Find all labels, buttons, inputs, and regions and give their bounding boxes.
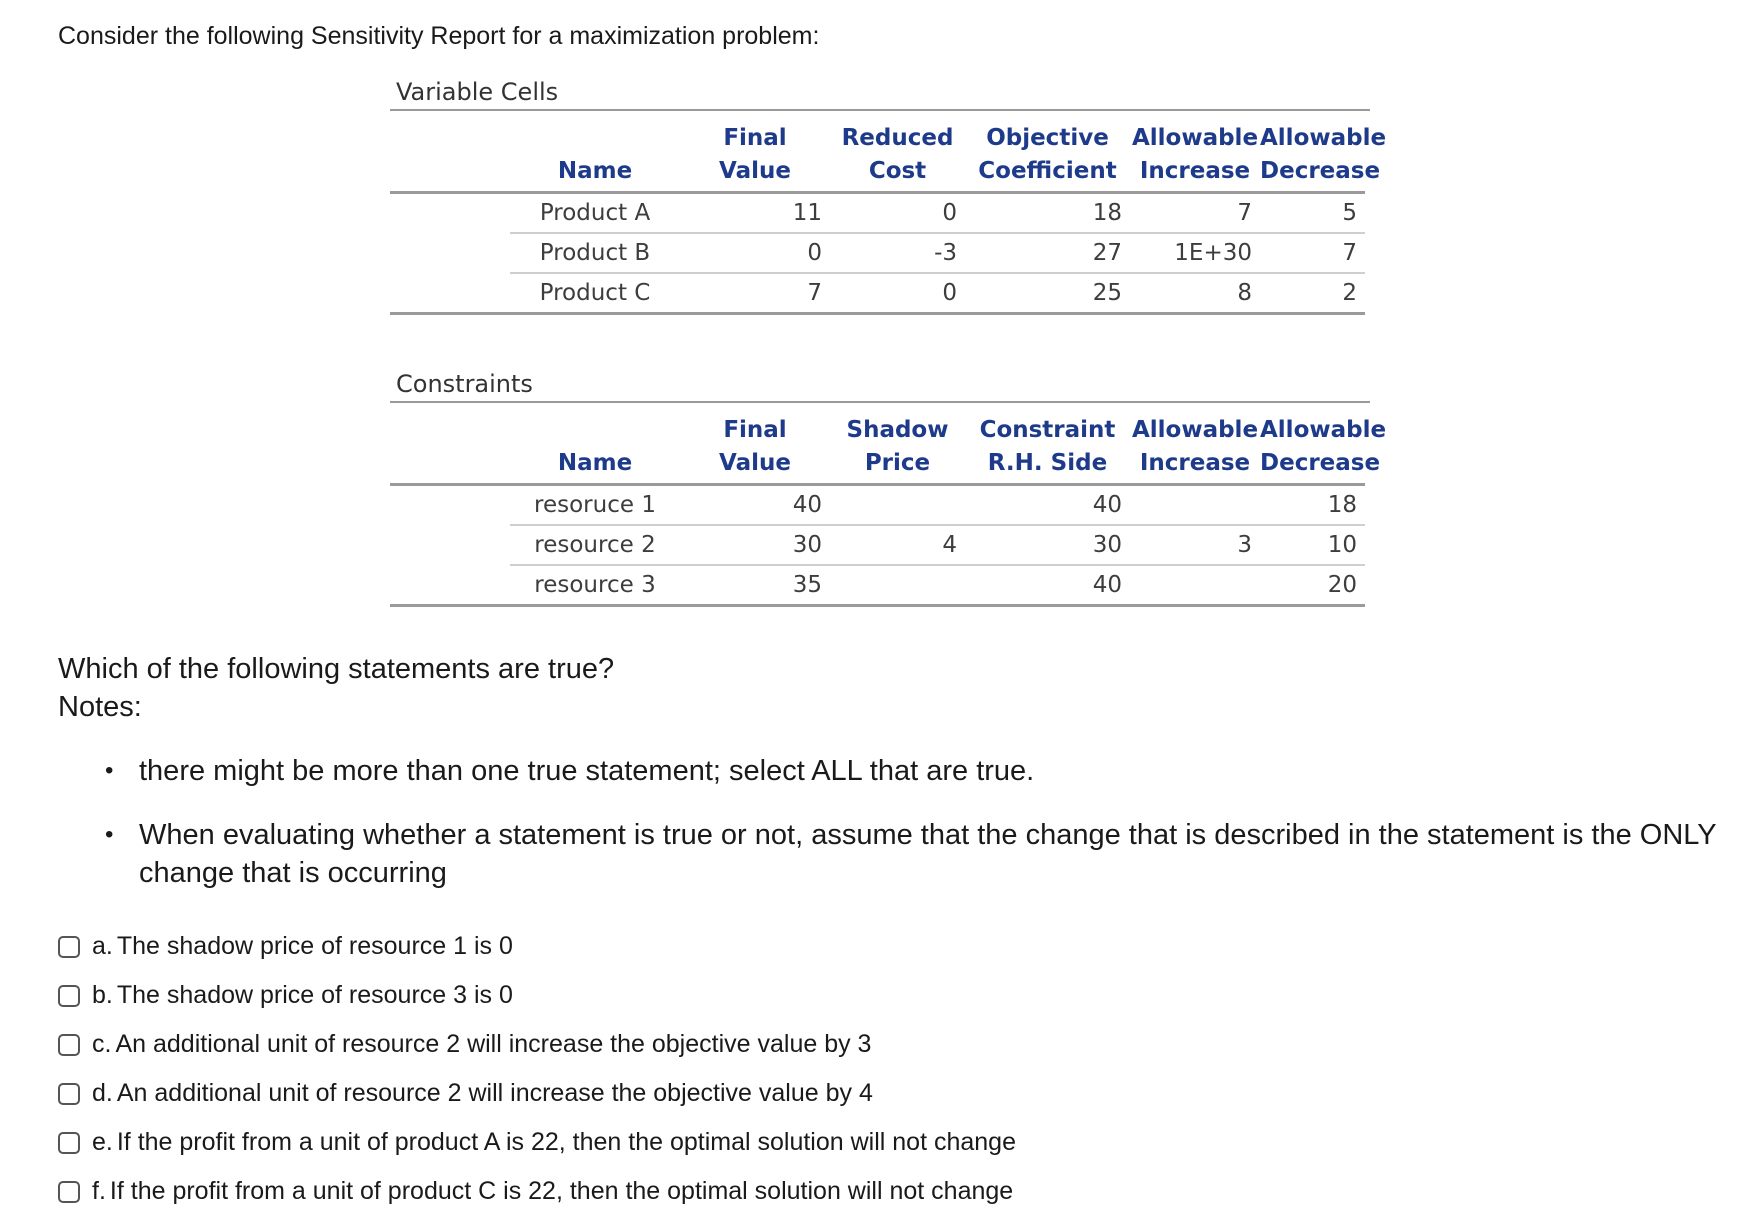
cell-final-value: 35	[680, 565, 830, 606]
bullet-icon: •	[105, 821, 114, 848]
header-constraint: Constraint	[979, 417, 1116, 443]
variable-cells-section	[390, 75, 1387, 315]
header-allowable-dec: Allowable	[1260, 417, 1387, 443]
note-text: When evaluating whether a statement is true or not, assume that the change that is described in the statement is the ONLY change that is occurring	[139, 819, 1717, 889]
option-e[interactable]	[58, 1118, 1016, 1167]
constraints-table	[390, 403, 1387, 607]
header-value: Value	[680, 443, 830, 485]
option-text: An additional unit of resource 2 will increase the objective value by 4	[116, 1079, 873, 1107]
cell-reduced-cost: 0	[830, 273, 965, 314]
option-text: If the profit from a unit of product C is 22, then the optimal solution will not change	[109, 1177, 1014, 1205]
blank-cell	[390, 565, 510, 606]
option-letter: e.	[92, 1128, 113, 1156]
cell-shadow-price	[830, 485, 965, 526]
cell-name: Product C	[510, 273, 680, 314]
table-row	[390, 525, 1365, 565]
header-shadow: Shadow	[846, 417, 949, 443]
cell-rhs: 40	[965, 485, 1130, 526]
cell-objective-coefficient: 25	[965, 273, 1130, 314]
header-value: Value	[680, 151, 830, 193]
header-decrease: Decrease	[1260, 443, 1365, 485]
cell-name: resource 2	[510, 525, 680, 565]
header-name: Name	[510, 151, 680, 193]
cell-allowable-increase: 7	[1130, 193, 1260, 234]
header-allowable-inc: Allowable	[1131, 125, 1259, 151]
blank-name-header	[510, 111, 680, 151]
cell-objective-coefficient: 18	[965, 193, 1130, 234]
option-letter: f.	[92, 1177, 106, 1205]
header-row-top	[390, 111, 1365, 151]
cell-shadow-price	[830, 565, 965, 606]
option-b[interactable]	[58, 971, 1016, 1020]
notes-list	[105, 752, 1725, 918]
option-text: The shadow price of resource 3 is 0	[116, 981, 513, 1009]
header-final: Final	[723, 125, 787, 151]
cell-name: Product A	[510, 193, 680, 234]
option-text: The shadow price of resource 1 is 0	[116, 932, 513, 960]
cell-rhs: 30	[965, 525, 1130, 565]
cell-name: resoruce 1	[510, 485, 680, 526]
option-text: If the profit from a unit of product A is 22, then the optimal solution will not change	[116, 1128, 1016, 1156]
question-text: Which of the following statements are true?	[58, 653, 615, 685]
option-text: An additional unit of resource 2 will increase the objective value by 3	[115, 1030, 872, 1058]
cell-final-value: 11	[680, 193, 830, 234]
checkbox-a[interactable]	[58, 936, 80, 958]
cell-allowable-decrease: 2	[1260, 273, 1365, 314]
cell-name: Product B	[510, 233, 680, 273]
cell-allowable-decrease: 20	[1260, 565, 1365, 606]
table-row	[390, 485, 1365, 526]
header-coefficient: Coefficient	[965, 151, 1130, 193]
header-reduced: Reduced	[841, 125, 954, 151]
blank-header	[390, 111, 510, 151]
bullet-icon: •	[105, 757, 114, 784]
blank-cell	[390, 193, 510, 234]
option-c[interactable]	[58, 1020, 1016, 1069]
header-decrease: Decrease	[1260, 151, 1365, 193]
option-a[interactable]	[58, 922, 1016, 971]
cell-allowable-decrease: 7	[1260, 233, 1365, 273]
cell-allowable-decrease: 10	[1260, 525, 1365, 565]
checkbox-c[interactable]	[58, 1034, 80, 1056]
checkbox-b[interactable]	[58, 985, 80, 1007]
header-cost: Cost	[830, 151, 965, 193]
cell-allowable-increase	[1130, 565, 1260, 606]
header-allowable-inc: Allowable	[1131, 417, 1259, 443]
option-letter: b.	[92, 981, 113, 1009]
sensitivity-report	[390, 75, 1387, 607]
checkbox-e[interactable]	[58, 1132, 80, 1154]
blank-header	[390, 151, 510, 193]
blank-cell	[390, 525, 510, 565]
header-row-bottom	[390, 151, 1365, 193]
option-d[interactable]	[58, 1069, 1016, 1118]
blank-cell	[390, 485, 510, 526]
intro-text: Consider the following Sensitivity Report for a maximization problem:	[58, 22, 820, 50]
option-letter: d.	[92, 1079, 113, 1107]
header-final: Final	[723, 417, 787, 443]
blank-cell	[390, 273, 510, 314]
cell-rhs: 40	[965, 565, 1130, 606]
variable-cells-title: Variable Cells	[396, 78, 559, 106]
option-f[interactable]	[58, 1167, 1016, 1216]
cell-final-value: 7	[680, 273, 830, 314]
list-item	[105, 752, 1725, 790]
header-price: Price	[830, 443, 965, 485]
cell-final-value: 30	[680, 525, 830, 565]
header-allowable-dec: Allowable	[1260, 125, 1387, 151]
option-letter: a.	[92, 932, 113, 960]
header-increase: Increase	[1130, 151, 1260, 193]
header-row-top	[390, 403, 1365, 443]
table-row	[390, 193, 1365, 234]
blank-name-header	[510, 403, 680, 443]
checkbox-f[interactable]	[58, 1181, 80, 1203]
blank-cell	[390, 233, 510, 273]
cell-objective-coefficient: 27	[965, 233, 1130, 273]
constraints-section	[390, 367, 1387, 607]
variable-cells-table	[390, 111, 1387, 315]
header-increase: Increase	[1130, 443, 1260, 485]
cell-allowable-decrease: 18	[1260, 485, 1365, 526]
cell-final-value: 0	[680, 233, 830, 273]
cell-allowable-increase: 1E+30	[1130, 233, 1260, 273]
option-letter: c.	[92, 1030, 112, 1058]
cell-final-value: 40	[680, 485, 830, 526]
cell-shadow-price: 4	[830, 525, 965, 565]
cell-allowable-decrease: 5	[1260, 193, 1365, 234]
header-objective: Objective	[986, 125, 1109, 151]
list-item	[105, 816, 1725, 892]
blank-header	[390, 443, 510, 485]
cell-allowable-increase	[1130, 485, 1260, 526]
cell-name: resource 3	[510, 565, 680, 606]
question-block	[58, 650, 614, 726]
header-rhs: R.H. Side	[965, 443, 1130, 485]
header-row-bottom	[390, 443, 1365, 485]
table-row	[390, 233, 1365, 273]
checkbox-d[interactable]	[58, 1083, 80, 1105]
header-name: Name	[510, 443, 680, 485]
cell-reduced-cost: -3	[830, 233, 965, 273]
table-row	[390, 273, 1365, 314]
note-text: there might be more than one true statement; select ALL that are true.	[139, 755, 1035, 787]
cell-allowable-increase: 8	[1130, 273, 1260, 314]
cell-reduced-cost: 0	[830, 193, 965, 234]
notes-label: Notes:	[58, 691, 142, 723]
answer-options	[58, 922, 1016, 1216]
blank-header	[390, 403, 510, 443]
constraints-title: Constraints	[396, 370, 533, 398]
cell-allowable-increase: 3	[1130, 525, 1260, 565]
table-row	[390, 565, 1365, 606]
